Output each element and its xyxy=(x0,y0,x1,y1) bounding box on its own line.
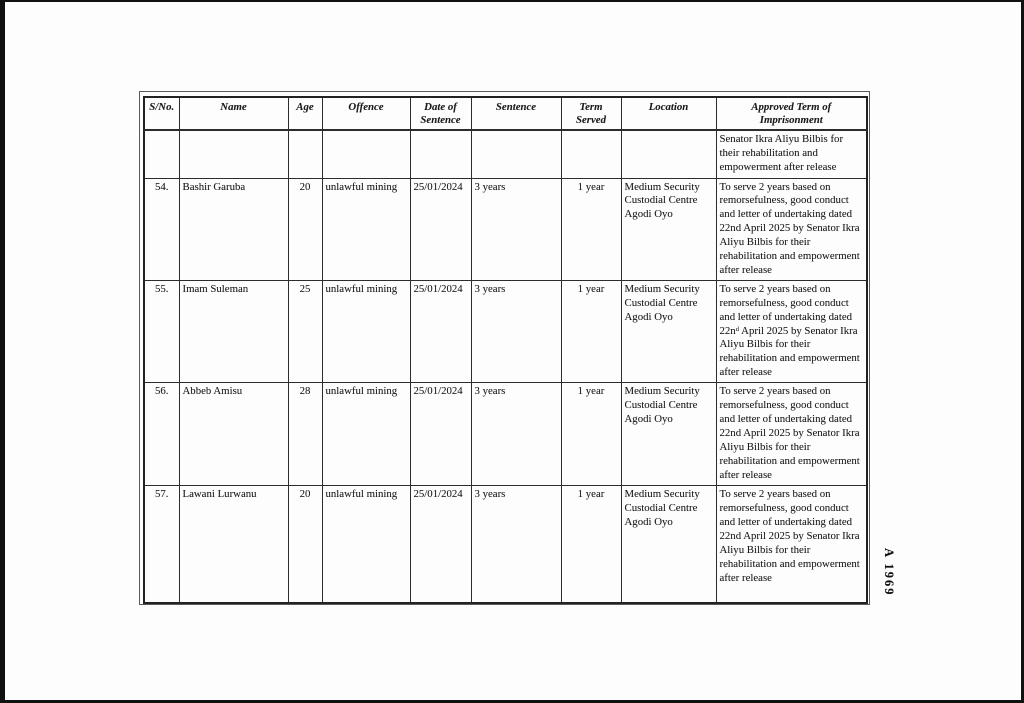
header-cell-age: Age xyxy=(288,97,322,130)
cell-sno: 57. xyxy=(144,486,179,603)
cell-name: Imam Suleman xyxy=(179,280,288,382)
cell-offence: unlawful mining xyxy=(322,486,410,603)
cell-approved-term: To serve 2 years based on remorsefulness, good conduct and letter of undertaking dated 22nd April 2025 by Senator Ikra Aliyu Bilbis for their rehabilitation and empowerment after release xyxy=(716,178,867,280)
cell-sentence: 3 years xyxy=(471,178,561,280)
cell-term-served: 1 year xyxy=(561,486,621,603)
scan-edge-top xyxy=(0,0,1024,2)
cell-offence: unlawful mining xyxy=(322,178,410,280)
cell-sentence xyxy=(471,130,561,178)
header-cell-date-of-sentence: Date of Sentence xyxy=(410,97,471,130)
cell-term-served xyxy=(561,130,621,178)
scan-edge-left xyxy=(0,0,5,703)
header-cell-offence: Offence xyxy=(322,97,410,130)
prisoner-release-table xyxy=(143,96,868,604)
cell-term-served: 1 year xyxy=(561,178,621,280)
cell-sentence: 3 years xyxy=(471,486,561,603)
cell-approved-term: To serve 2 years based on remorsefulness, good conduct and letter of undertaking dated 22nᵈ April 2025 by Senator Ikra Aliyu Bilbis for their rehabilitation and empowerment after release xyxy=(716,280,867,382)
header-cell-sentence: Sentence xyxy=(471,97,561,130)
cell-age: 28 xyxy=(288,383,322,486)
header-cell-sno: S/No. xyxy=(144,97,179,130)
cell-age xyxy=(288,130,322,178)
table-row xyxy=(144,280,867,382)
cell-name xyxy=(179,130,288,178)
cell-age: 20 xyxy=(288,486,322,603)
cell-age: 25 xyxy=(288,280,322,382)
cell-location: Medium Security Custodial Centre Agodi Oyo xyxy=(621,486,716,603)
cell-location xyxy=(621,130,716,178)
cell-sno: 55. xyxy=(144,280,179,382)
cell-sno xyxy=(144,130,179,178)
table-header xyxy=(144,97,867,130)
cell-location: Medium Security Custodial Centre Agodi Oyo xyxy=(621,178,716,280)
cell-date-of-sentence: 25/01/2024 xyxy=(410,486,471,603)
cell-name: Lawani Lurwanu xyxy=(179,486,288,603)
cell-date-of-sentence xyxy=(410,130,471,178)
table-row xyxy=(144,178,867,280)
header-row xyxy=(144,97,867,130)
cell-location: Medium Security Custodial Centre Agodi Oyo xyxy=(621,280,716,382)
cell-date-of-sentence: 25/01/2024 xyxy=(410,280,471,382)
cell-term-served: 1 year xyxy=(561,383,621,486)
cell-date-of-sentence: 25/01/2024 xyxy=(410,383,471,486)
header-cell-name: Name xyxy=(179,97,288,130)
cell-approved-term: To serve 2 years based on remorsefulness, good conduct and letter of undertaking dated 22nd April 2025 by Senator Ikra Aliyu Bilbis for their rehabilitation and empowerment after release xyxy=(716,383,867,486)
cell-approved-term: To serve 2 years based on remorsefulness, good conduct and letter of undertaking dated 22nd April 2025 by Senator Ikra Aliyu Bilbis for their rehabilitation and empowerment after release xyxy=(716,486,867,603)
cell-age: 20 xyxy=(288,178,322,280)
table-body xyxy=(144,130,867,603)
cell-name: Bashir Garuba xyxy=(179,178,288,280)
cell-approved-term: Senator Ikra Aliyu Bilbis for their rehabilitation and empowerment after release xyxy=(716,130,867,178)
cell-name: Abbeb Amisu xyxy=(179,383,288,486)
cell-sno: 54. xyxy=(144,178,179,280)
table-row xyxy=(144,383,867,486)
cell-offence: unlawful mining xyxy=(322,383,410,486)
cell-sno: 56. xyxy=(144,383,179,486)
page-number-label: A 1969 xyxy=(882,548,896,597)
cell-offence xyxy=(322,130,410,178)
cell-term-served: 1 year xyxy=(561,280,621,382)
cell-offence: unlawful mining xyxy=(322,280,410,382)
cell-location: Medium Security Custodial Centre Agodi Oyo xyxy=(621,383,716,486)
header-cell-location: Location xyxy=(621,97,716,130)
cell-sentence: 3 years xyxy=(471,280,561,382)
table-row xyxy=(144,486,867,603)
header-cell-approved-term: Approved Term of Imprisonment xyxy=(716,97,867,130)
header-cell-term-served: Term Served xyxy=(561,97,621,130)
cell-date-of-sentence: 25/01/2024 xyxy=(410,178,471,280)
continuation-row xyxy=(144,130,867,178)
cell-sentence: 3 years xyxy=(471,383,561,486)
